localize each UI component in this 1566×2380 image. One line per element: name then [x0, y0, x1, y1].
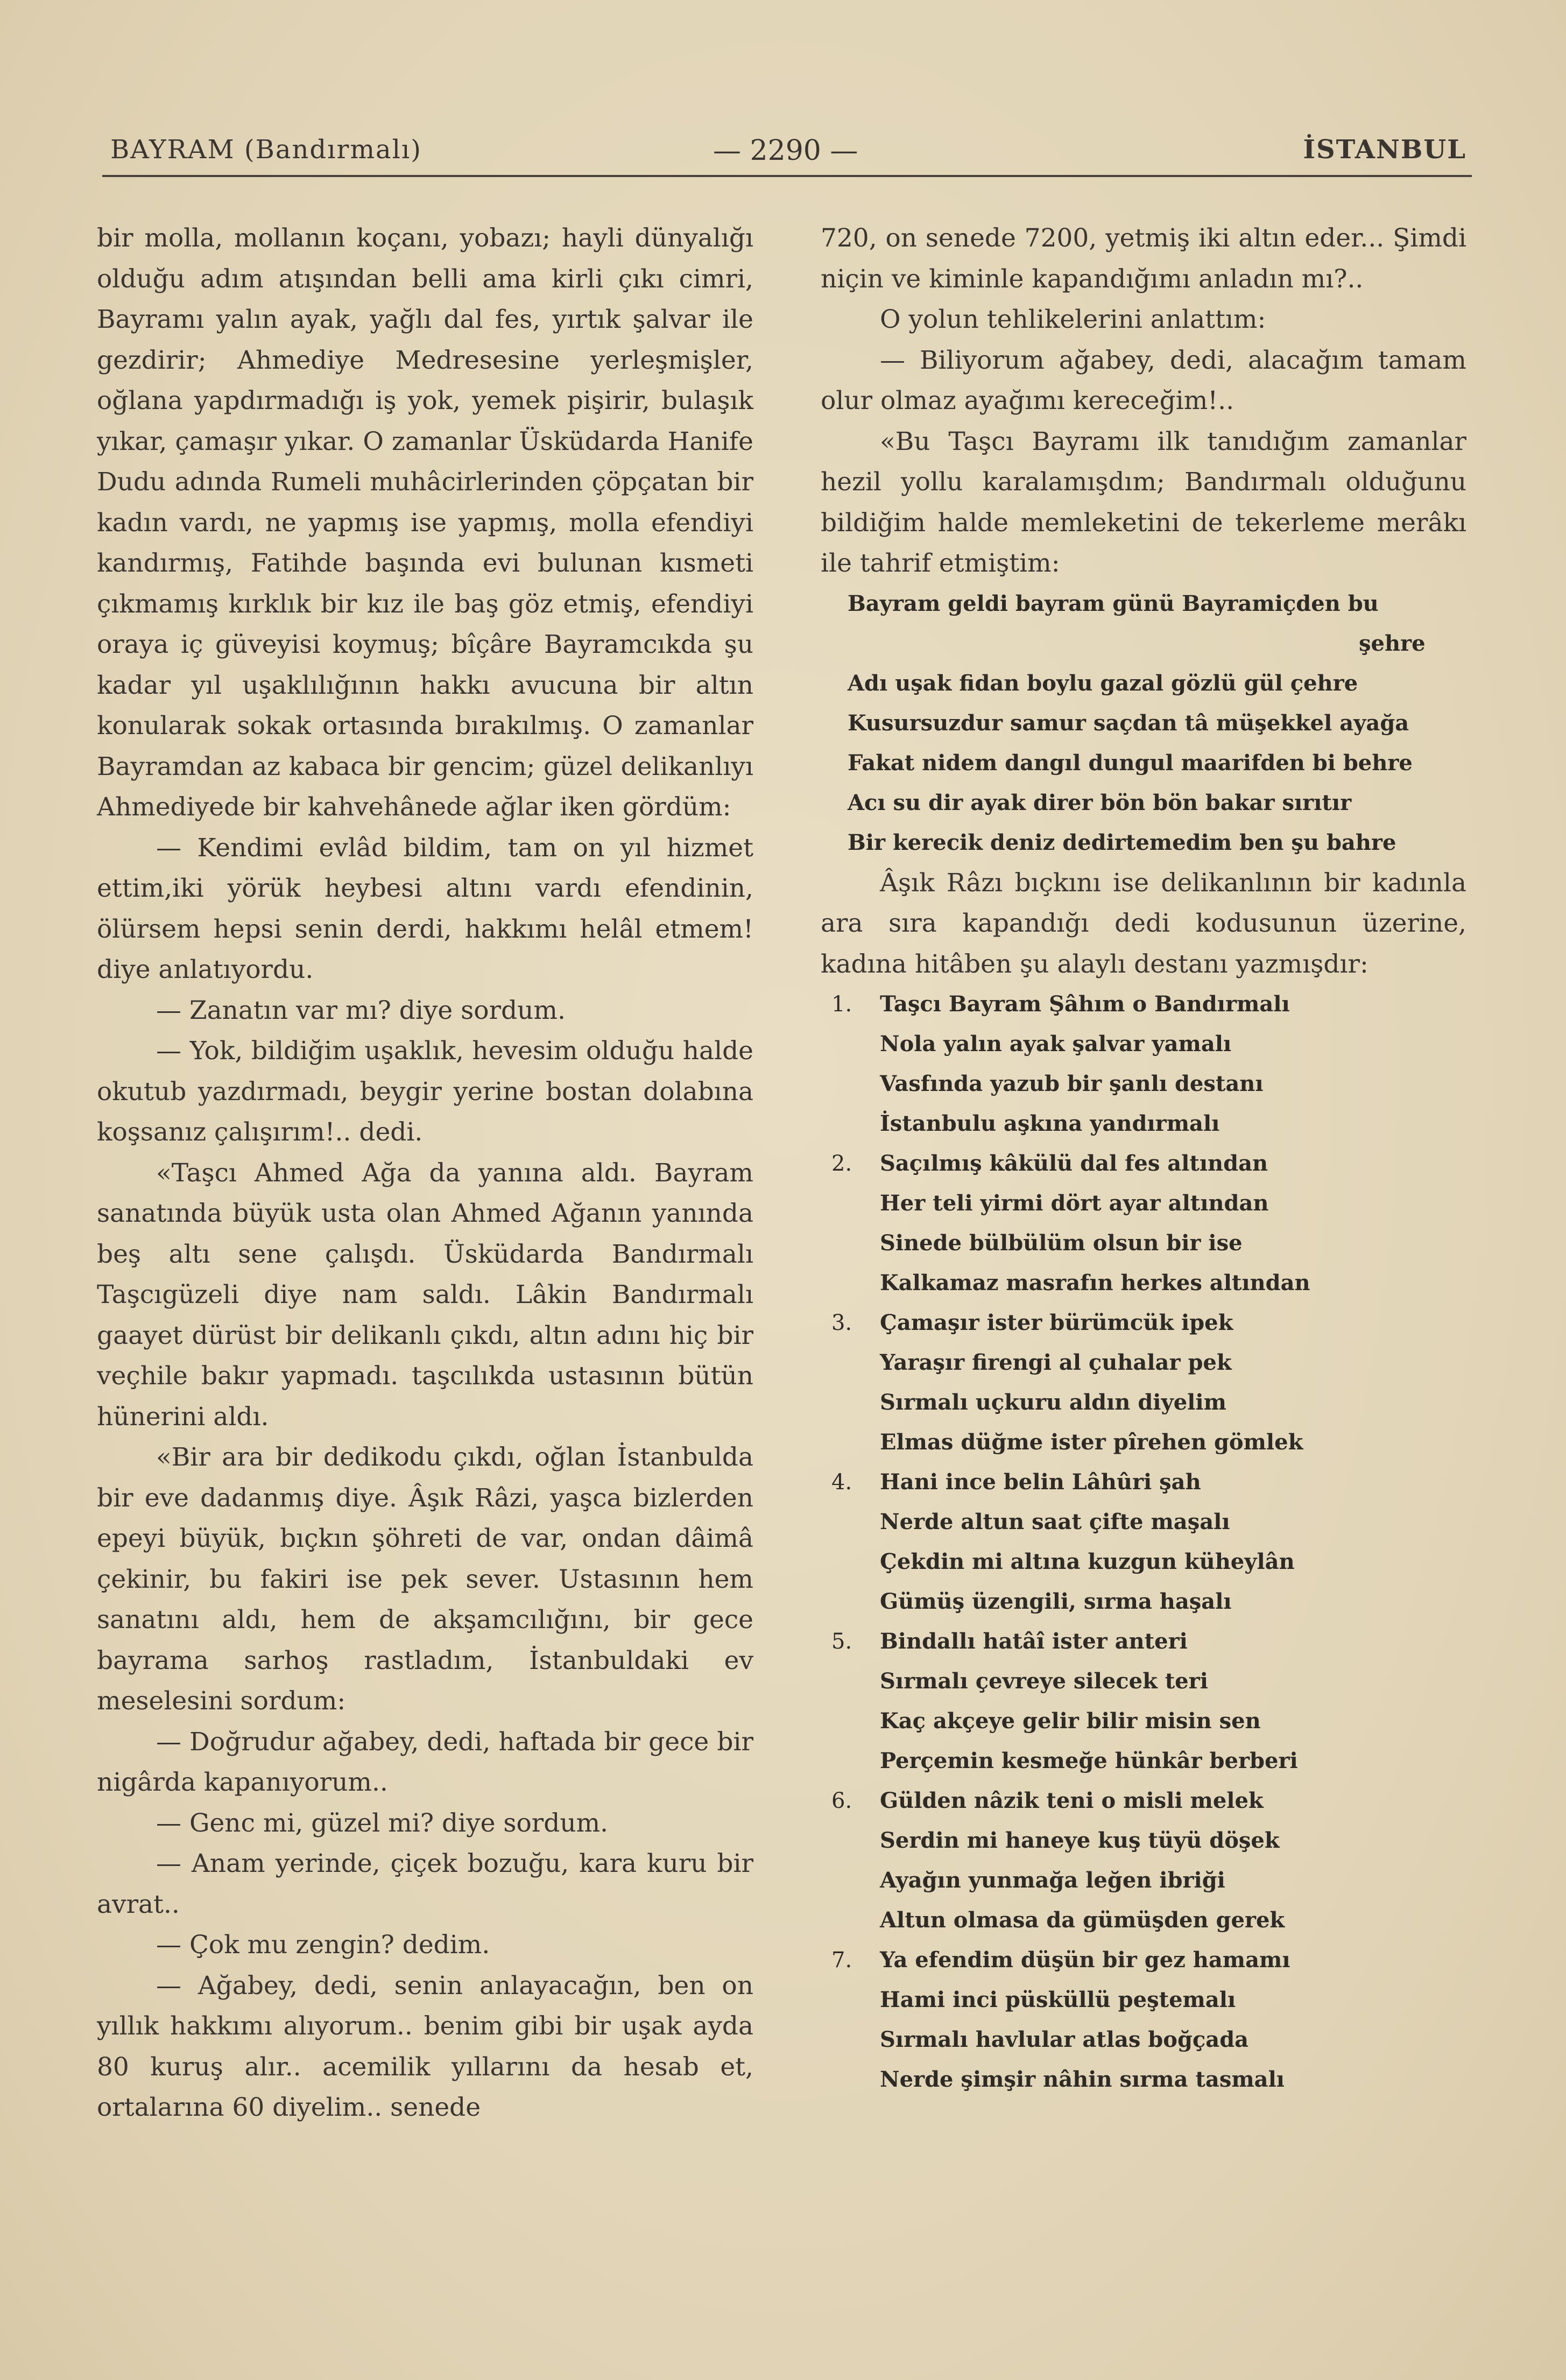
- stanza: [821, 1781, 1466, 1940]
- running-head-right: İSTANBUL: [1303, 135, 1466, 165]
- verse-line: Kusursuzdur samur saçdan tâ müşekkel ayağa: [848, 710, 1409, 736]
- verse-line: Altun olmasa da gümüşden gerek: [880, 1907, 1285, 1933]
- running-head-left: BAYRAM (Bandırmalı): [110, 135, 422, 165]
- verse-line: Perçemin kesmeğe hünkâr berberi: [880, 1748, 1298, 1773]
- verse-line: Adı uşak fidan boylu gazal gözlü gül çehre: [848, 670, 1358, 696]
- stanza: [821, 1940, 1466, 2100]
- destan-stanzas: [821, 984, 1466, 2100]
- verse-line: Gülden nâzik teni o misli melek: [880, 1788, 1264, 1813]
- stanza-number: 6.: [831, 1788, 852, 1813]
- verse-line: Saçılmış kâkülü dal fes altından: [880, 1151, 1268, 1176]
- paragraph: 720, on senede 7200, yetmiş iki altın eder... Şimdi niçin ve kiminle kapandığımı anladın mı?..: [821, 223, 1466, 294]
- verse-line: Bir kerecik deniz dedirtemedim ben şu bahre: [848, 829, 1396, 855]
- stanza: [821, 1622, 1466, 1781]
- verse-line: Kalkamaz masrafın herkes altından: [880, 1270, 1310, 1295]
- stanza-number: 1.: [831, 992, 852, 1017]
- verse-line: Vasfında yazub bir şanlı destanı: [880, 1071, 1264, 1096]
- verse-line: Sırmalı uçkuru aldın diyelim: [880, 1390, 1226, 1415]
- stanza-number: 4.: [831, 1470, 852, 1495]
- page-number: — 2290 —: [713, 135, 858, 167]
- paragraph: bir molla, mollanın koçanı, yobazı; hayli dünyalığı olduğu adım atışından belli ama kirli çıkı cimri, Bayramı yalın ayak, yağlı dal fes, yırtık şalvar ile gezdirir; Ahmediye Medresesine yerleşmişler, oğlana yapdırmadığı iş yok, yemek pişirir, bulaşık yıkar, çamaşır yıkar. O zamanlar Üsküdarda Hanife Dudu adında Rumeli muhâcirlerinden çöpçatan bir kadın vardı, ne yapmış ise yapmış, molla efendiyi kandırmış, Fatihde başında evi bulunan kısmeti çıkmamış kırklık bir kız ile baş göz etmiş, efendiyi oraya iç güveyisi koymuş; bîçâre Bayramcıkda şu kadar yıl uşaklılığının hakkı avucuna bir altın konularak sokak ortasında bırakılmış. O zamanlar Bayramdan az kabaca bir gencim; güzel delikanlıyı Ahmediyede bir kahvehânede ağlar iken gördüm:: [97, 223, 753, 822]
- intro-verse: [821, 584, 1466, 863]
- verse-line: Bayram geldi bayram günü Bayramiçden bu: [848, 590, 1379, 616]
- verse-line: Kaç akçeye gelir bilir misin sen: [880, 1708, 1261, 1734]
- paragraph: O yolun tehlikelerini anlattım:: [880, 305, 1266, 334]
- paragraph: — Genc mi, güzel mi? diye sordum.: [156, 1808, 609, 1838]
- verse-line: Nola yalın ayak şalvar yamalı: [880, 1031, 1232, 1057]
- paragraph: — Zanatın var mı? diye sordum.: [156, 995, 566, 1025]
- verse-line: Sinede bülbülüm olsun bir ise: [880, 1230, 1243, 1256]
- verse-line: Nerde altun saat çifte maşalı: [880, 1509, 1230, 1534]
- page-header: [110, 135, 1466, 178]
- stanza-number: 7.: [831, 1948, 852, 1973]
- paragraph: — Biliyorum ağabey, dedi, alacağım tamam olur olmaz ayağımı kereceğim!..: [821, 345, 1466, 416]
- verse-line: Fakat nidem dangıl dungul maarifden bi behre: [848, 750, 1413, 776]
- paragraph: — Ağabey, dedi, senin anlayacağın, ben on yıllık hakkımı alıyorum.. benim gibi bir uşak ayda 80 kuruş alır.. acemilik yıllarını da hesab et, ortalarına 60 diyelim.. senede: [97, 1970, 753, 2122]
- paragraph: — Yok, bildiğim uşaklık, hevesim olduğu halde okutub yazdırmadı, beygir yerine bostan dolabına koşsanız çalışırım!.. dedi.: [97, 1036, 753, 1147]
- verse-line: Sırmalı çevreye silecek teri: [880, 1668, 1208, 1694]
- verse-line: Serdin mi haneye kuş tüyü döşek: [880, 1828, 1280, 1853]
- paragraph: — Doğrudur ağabey, dedi, haftada bir gece bir nigârda kapanıyorum..: [97, 1727, 753, 1797]
- stanza: [821, 1303, 1466, 1462]
- stanza-number: 5.: [831, 1629, 852, 1654]
- verse-line: Hani ince belin Lâhûri şah: [880, 1469, 1201, 1495]
- verse-line: Bindallı hatâî ister anteri: [880, 1629, 1188, 1654]
- verse-line: Sırmalı havlular atlas boğçada: [880, 2027, 1249, 2052]
- verse-line: Çamaşır ister bürümcük ipek: [880, 1310, 1233, 1335]
- paragraph: — Anam yerinde, çiçek bozuğu, kara kuru bir avrat..: [97, 1849, 753, 1919]
- stanza-number: 3.: [831, 1311, 852, 1335]
- stanza: [821, 1462, 1466, 1622]
- paragraph: «Taşcı Ahmed Ağa da yanına aldı. Bayram sanatında büyük usta olan Ahmed Ağanın yanında beş altı sene çalışdı. Üsküdarda Bandırmalı Taşcıgüzeli diye nam saldı. Lâkin Bandırmalı gaayet dürüst bir delikanlı çıkdı, altın adını hiç bir veçhile bakır yapmadı. taşcılıkda ustasının bütün hünerini aldı.: [97, 1158, 753, 1432]
- verse-line: Hami inci püsküllü peştemalı: [880, 1987, 1236, 2012]
- stanza: [821, 1144, 1466, 1303]
- header-rule: [102, 175, 1472, 177]
- paragraph: «Bu Taşcı Bayramı ilk tanıdığım zamanlar hezil yollu karalamışdım; Bandırmalı olduğunu bildiğim halde memleketini de tekerleme merâkı ile tahrif etmiştim:: [821, 426, 1466, 578]
- verse-line: Ya efendim düşün bir gez hamamı: [880, 1947, 1290, 1973]
- stanza-number: 2.: [831, 1151, 852, 1176]
- verse-line: Yaraşır firengi al çuhalar pek: [880, 1350, 1232, 1375]
- stanza: [821, 984, 1466, 1144]
- paragraph: Âşık Râzı bıçkını ise delikanlının bir kadınla ara sıra kapandığı dedi kodusunun üzerine, kadına hitâben şu alaylı destanı yazmışdır:: [821, 868, 1466, 979]
- paragraph: — Kendimi evlâd bildim, tam on yıl hizmet ettim,iki yörük heybesi altını vardı efendinin, ölürsem hepsi senin derdi, hakkımı helâl etmem! diye anlatıyordu.: [97, 833, 753, 984]
- verse-line: şehre: [1359, 630, 1426, 656]
- verse-line: Taşcı Bayram Şâhım o Bandırmalı: [880, 991, 1290, 1017]
- verse-line: Gümüş üzengili, sırma haşalı: [880, 1589, 1232, 1614]
- verse-line: İstanbulu aşkına yandırmalı: [880, 1111, 1220, 1136]
- verse-line: Çekdin mi altına kuzgun küheylân: [880, 1549, 1295, 1574]
- right-column: [821, 218, 1466, 2100]
- verse-line: Nerde şimşir nâhin sırma tasmalı: [880, 2067, 1285, 2092]
- left-column: [97, 218, 753, 2128]
- verse-line: Her teli yirmi dört ayar altından: [880, 1191, 1269, 1216]
- paragraph: — Çok mu zengin? dedim.: [156, 1930, 490, 1960]
- verse-line: Ayağın yunmağa leğen ibriği: [880, 1868, 1225, 1893]
- verse-line: Acı su dir ayak direr bön bön bakar sırıtır: [848, 790, 1352, 815]
- verse-line: Elmas düğme ister pîrehen gömlek: [880, 1430, 1303, 1455]
- paragraph: «Bir ara bir dedikodu çıkdı, oğlan İstanbulda bir eve dadanmış diye. Âşık Râzi, yaşca bizlerden epeyi büyük, bıçkın şöhreti de var, ondan dâimâ çekinir, bu fakiri ise pek sever. Ustasının hem sanatını aldı, hem de akşamcılığını, bir gece bayrama sarhoş rastladım, İstanbuldaki ev meselesini sordum:: [97, 1442, 753, 1716]
